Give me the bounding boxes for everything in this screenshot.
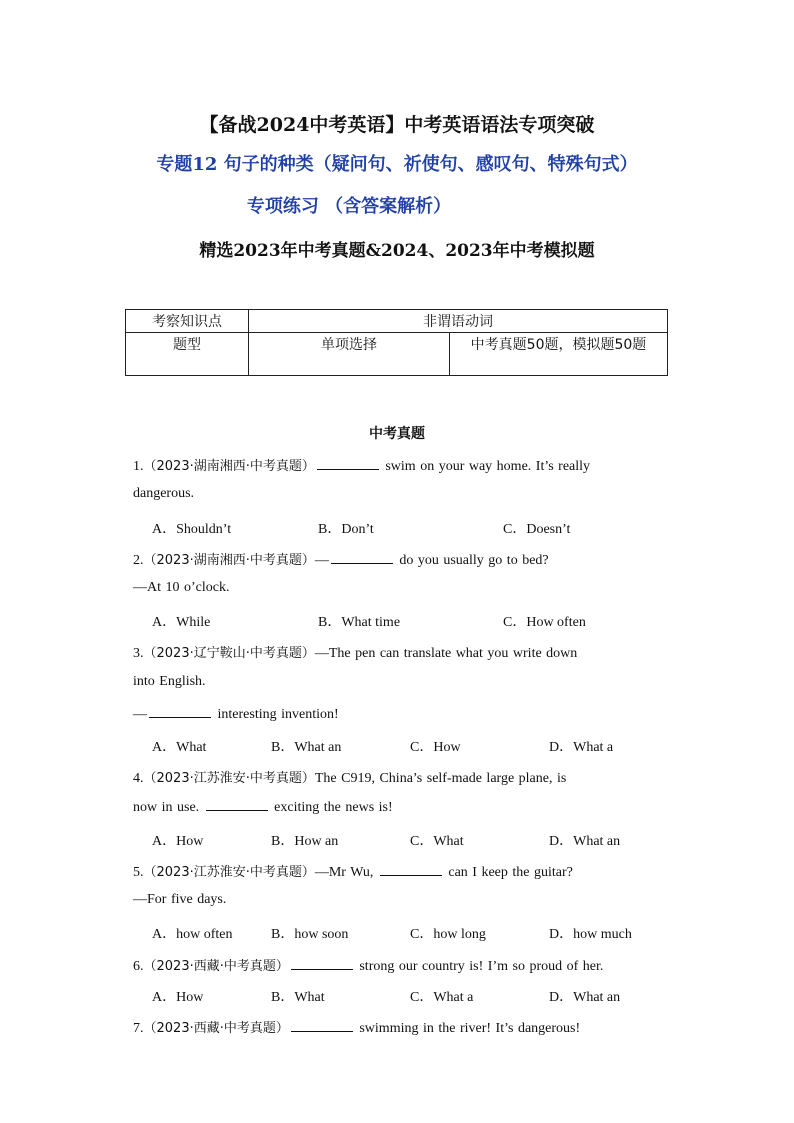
question-5 bbox=[133, 861, 573, 881]
option-a: A．how often bbox=[152, 927, 233, 942]
question-3 bbox=[133, 642, 577, 662]
question-text: — bbox=[314, 553, 329, 568]
question-text: swim on your way home. It’s really bbox=[380, 459, 591, 474]
info-table bbox=[125, 309, 668, 376]
question-2-continued: —At 10 o’clock. bbox=[133, 580, 230, 595]
question-text: The C919, China’s self-made large plane, is bbox=[314, 771, 567, 786]
question-text: now in use. bbox=[133, 800, 204, 815]
question-text: —The pen can translate what you write down bbox=[314, 646, 578, 661]
question-source: （2023·辽宁鞍山·中考真题） bbox=[143, 646, 315, 661]
question-3-response: — interesting invention! bbox=[133, 707, 339, 722]
answer-blank bbox=[380, 863, 442, 876]
question-text: strong our country is! I’m so proud of her. bbox=[354, 959, 604, 974]
topic-title: 专题12 句子的种类（疑问句、祈使句、感叹句、特殊句式） bbox=[156, 154, 638, 175]
question-text: —Mr Wu, bbox=[314, 865, 378, 880]
answer-blank bbox=[149, 705, 211, 718]
option-d: D．What a bbox=[549, 740, 614, 755]
question-source: （2023·江苏淮安·中考真题） bbox=[143, 771, 315, 786]
question-source: （2023·湖南湘西·中考真题） bbox=[143, 553, 315, 568]
question-2 bbox=[133, 549, 549, 569]
question-4 bbox=[133, 767, 566, 787]
question-source: （2023·西藏·中考真题） bbox=[143, 959, 289, 974]
question-number: 3. bbox=[133, 646, 144, 661]
section-title: 中考真题 bbox=[369, 426, 425, 442]
option-b: B．What bbox=[271, 990, 325, 1005]
option-c: C．How often bbox=[503, 615, 586, 630]
question-5-continued: —For five days. bbox=[133, 892, 227, 907]
question-text: do you usually go to bed? bbox=[394, 553, 549, 568]
question-text: interesting invention! bbox=[213, 707, 339, 722]
answer-blank bbox=[206, 798, 268, 811]
question-3-continued: into English. bbox=[133, 674, 206, 689]
question-text: can I keep the guitar? bbox=[443, 865, 573, 880]
option-c: C．What a bbox=[410, 990, 474, 1005]
document-title: 【备战2024中考英语】中考英语语法专项突破 bbox=[199, 114, 595, 136]
option-c: C．What bbox=[410, 834, 464, 849]
option-c: C．How bbox=[410, 740, 461, 755]
knowledge-point-value: 非谓语动词 bbox=[249, 310, 668, 333]
option-a: A．While bbox=[152, 615, 211, 630]
option-b: B．What time bbox=[318, 615, 401, 630]
question-text: exciting the news is! bbox=[269, 800, 393, 815]
question-type-label: 题型 bbox=[126, 333, 249, 376]
option-c: C．how long bbox=[410, 927, 486, 942]
practice-subtitle: 专项练习 （含答案解析） bbox=[246, 196, 452, 217]
answer-blank bbox=[331, 551, 393, 564]
option-d: D．What an bbox=[549, 990, 621, 1005]
question-number: 7. bbox=[133, 1021, 144, 1036]
question-text: swimming in the river! It’s dangerous! bbox=[354, 1021, 581, 1036]
question-source: （2023·西藏·中考真题） bbox=[143, 1021, 289, 1036]
question-1-continued: dangerous. bbox=[133, 486, 195, 501]
option-a: A．How bbox=[152, 990, 204, 1005]
answer-blank bbox=[291, 1019, 353, 1032]
option-b: B．What an bbox=[271, 740, 342, 755]
knowledge-point-label: 考察知识点 bbox=[126, 310, 249, 333]
question-source: （2023·江苏淮安·中考真题） bbox=[143, 865, 315, 880]
question-number: 4. bbox=[133, 771, 144, 786]
question-6 bbox=[133, 955, 603, 975]
question-source: （2023·湖南湘西·中考真题） bbox=[143, 459, 315, 474]
option-a: A．What bbox=[152, 740, 207, 755]
answer-blank bbox=[291, 957, 353, 970]
option-a: A．Shouldn’t bbox=[152, 522, 232, 537]
selection-subtitle: 精选2023年中考真题&2024、2023年中考模拟题 bbox=[199, 241, 595, 261]
question-number: 2. bbox=[133, 553, 144, 568]
option-a: A．How bbox=[152, 834, 204, 849]
option-b: B．How an bbox=[271, 834, 339, 849]
question-type-value: 单项选择 bbox=[249, 333, 450, 376]
option-c: C．Doesn’t bbox=[503, 522, 571, 537]
question-count-value: 中考真题50题，模拟题50题 bbox=[450, 333, 668, 376]
option-b: B．how soon bbox=[271, 927, 349, 942]
question-1 bbox=[133, 455, 590, 475]
answer-blank bbox=[317, 457, 379, 470]
question-4-continued bbox=[133, 798, 393, 816]
question-7 bbox=[133, 1017, 580, 1037]
question-number: 6. bbox=[133, 959, 144, 974]
question-number: 5. bbox=[133, 865, 144, 880]
question-number: 1. bbox=[133, 459, 144, 474]
option-d: D．how much bbox=[549, 927, 632, 942]
option-b: B．Don’t bbox=[318, 522, 374, 537]
option-d: D．What an bbox=[549, 834, 621, 849]
